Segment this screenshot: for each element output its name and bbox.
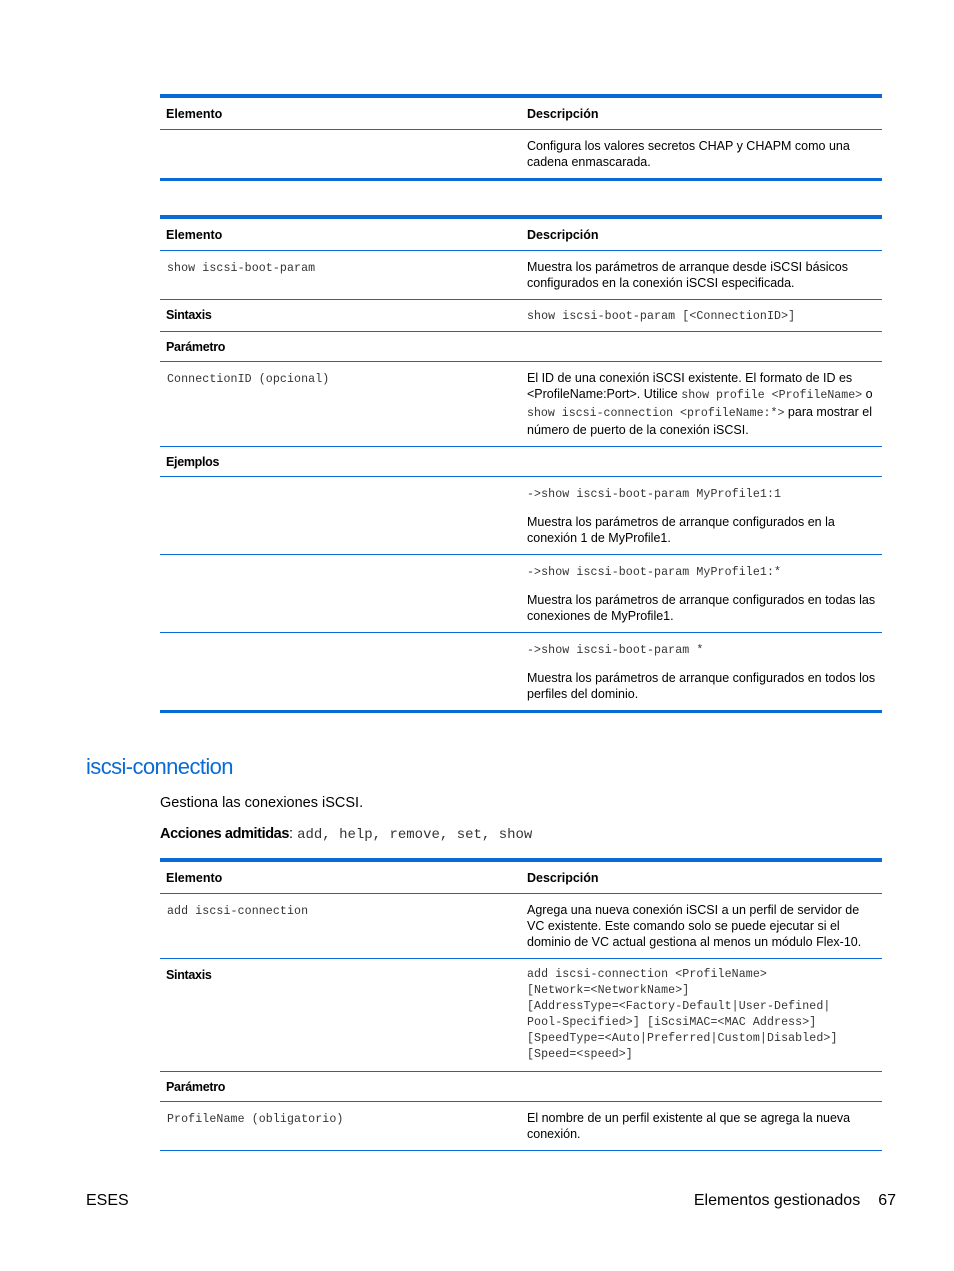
param-desc-code: show profile <ProfileName> xyxy=(681,389,863,402)
table-row-example xyxy=(160,477,882,555)
syntax-line: [SpeedType=<Auto|Preferred|Custom|Disabled>] xyxy=(527,1032,838,1045)
syntax-label: Sintaxis xyxy=(160,959,521,1072)
page-number: 67 xyxy=(878,1192,896,1209)
table-row-syntax xyxy=(160,300,882,332)
table-row-syntax xyxy=(160,959,882,1072)
param-desc-text: para mostrar el número de puerto de la conexión iSCSI. xyxy=(527,405,872,437)
actions-list: add, help, remove, set, show xyxy=(297,827,533,843)
example-description: Muestra los parámetros de arranque configurados en la conexión 1 de MyProfile1. xyxy=(527,515,835,545)
footer-language-code: ESES xyxy=(86,1192,129,1209)
table-row-example xyxy=(160,633,882,712)
syntax-line: [AddressType=<Factory-Default|User-Defined| xyxy=(527,1000,831,1013)
table-chap-secrets xyxy=(160,94,882,181)
table-row-command xyxy=(160,251,882,300)
table-row-command xyxy=(160,894,882,959)
examples-label: Ejemplos xyxy=(160,447,521,477)
table-show-iscsi-boot-param xyxy=(160,215,882,713)
example-command: ->show iscsi-boot-param MyProfile1:1 xyxy=(527,488,782,501)
table-row-param-label xyxy=(160,1072,882,1102)
param-name: ConnectionID (opcional) xyxy=(167,373,330,386)
header-elemento: Elemento xyxy=(160,860,521,894)
header-descripcion: Descripción xyxy=(521,217,882,251)
param-name: ProfileName (obligatorio) xyxy=(167,1113,344,1126)
param-desc-text: o xyxy=(862,387,873,401)
actions-label: Acciones admitidas xyxy=(160,826,289,842)
table-add-iscsi-connection xyxy=(160,858,882,1151)
table-header xyxy=(160,860,882,894)
table-row-param xyxy=(160,362,882,447)
syntax-line: Pool-Specified>] [iScsiMAC=<MAC Address>] xyxy=(527,1016,817,1029)
supported-actions xyxy=(160,826,532,843)
command-description: Muestra los parámetros de arranque desde iSCSI básicos configurados en la conexión iSCSI especificada. xyxy=(521,251,882,300)
param-desc-code: show iscsi-connection <profileName:*> xyxy=(527,407,785,420)
param-label: Parámetro xyxy=(160,1072,521,1102)
command-name: add iscsi-connection xyxy=(167,905,309,918)
syntax-line: [Network=<NetworkName>] xyxy=(527,984,690,997)
table-row-example xyxy=(160,555,882,633)
param-label: Parámetro xyxy=(160,332,521,362)
header-descripcion: Descripción xyxy=(521,860,882,894)
section-intro: Gestiona las conexiones iSCSI. xyxy=(160,795,364,811)
header-descripcion: Descripción xyxy=(521,96,882,130)
command-name: show iscsi-boot-param xyxy=(167,262,316,275)
syntax-label: Sintaxis xyxy=(160,300,521,332)
table-header xyxy=(160,217,882,251)
param-description xyxy=(521,362,882,447)
header-elemento: Elemento xyxy=(160,96,521,130)
param-desc-text: El ID de una conexión iSCSI existente. El formato de ID es <ProfileName:Port>. Utilice xyxy=(527,371,853,401)
example-command: ->show iscsi-boot-param * xyxy=(527,644,704,657)
example-description: Muestra los parámetros de arranque configurados en todos los perfiles del dominio. xyxy=(527,671,876,701)
command-description: Agrega una nueva conexión iSCSI a un perfil de servidor de VC existente. Este comando solo se puede ejecutar si el dominio de VC actual gestiona al menos un módulo Flex-10. xyxy=(521,894,882,959)
actions-separator: : xyxy=(289,826,298,842)
param-description: El nombre de un perfil existente al que se agrega la nueva conexión. xyxy=(521,1102,882,1151)
table-row xyxy=(160,130,882,180)
table-header xyxy=(160,96,882,130)
syntax-line: add iscsi-connection <ProfileName> xyxy=(527,968,767,981)
syntax-text: show iscsi-boot-param [<ConnectionID>] xyxy=(527,310,796,323)
section-title: iscsi-connection xyxy=(86,754,233,779)
example-description: Muestra los parámetros de arranque configurados en todas las conexiones de MyProfile1. xyxy=(527,593,876,623)
footer-chapter xyxy=(694,1192,896,1210)
table-row-param-label xyxy=(160,332,882,362)
example-command: ->show iscsi-boot-param MyProfile1:* xyxy=(527,566,782,579)
cell-descripcion: Configura los valores secretos CHAP y CHAPM como una cadena enmascarada. xyxy=(521,130,882,180)
header-elemento: Elemento xyxy=(160,217,521,251)
footer-chapter-title: Elementos gestionados xyxy=(693,1192,861,1209)
cell-elemento xyxy=(160,130,521,180)
syntax-line: [Speed=<speed>] xyxy=(527,1048,633,1061)
table-row-examples-label xyxy=(160,447,882,477)
table-row-param xyxy=(160,1102,882,1151)
